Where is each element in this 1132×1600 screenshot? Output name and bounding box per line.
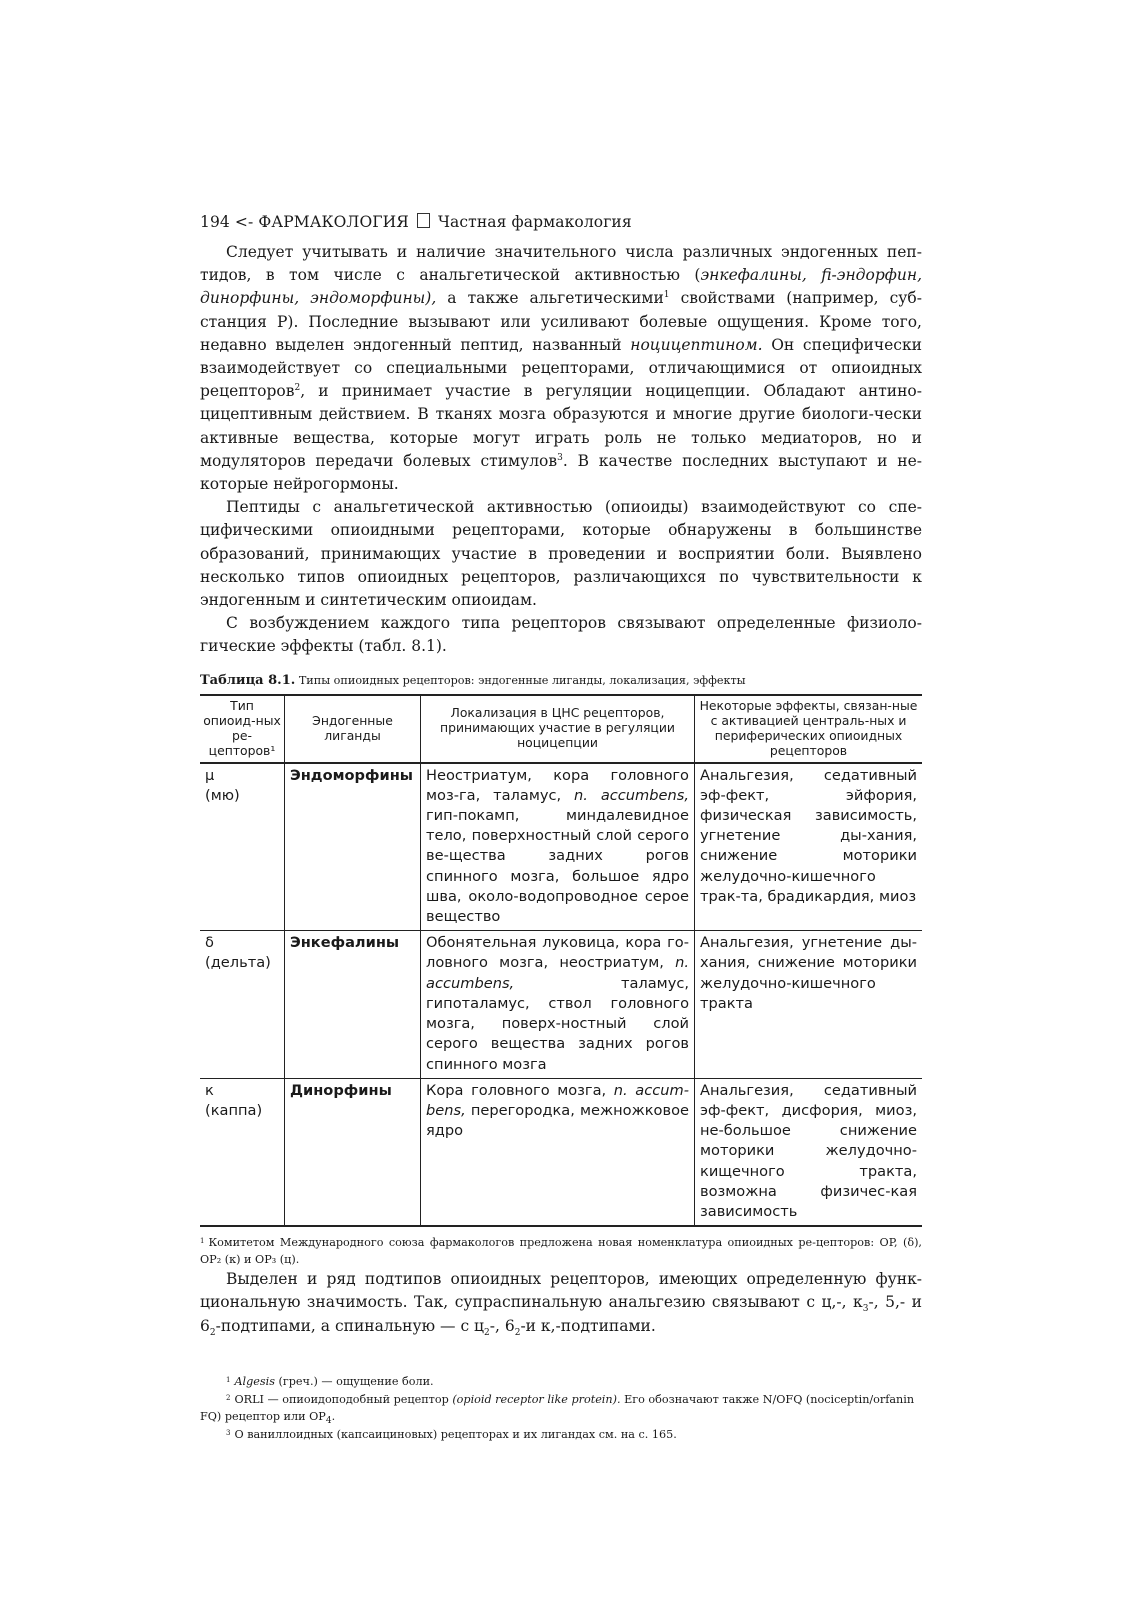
paragraph-4 — [200, 1268, 922, 1338]
text: (греч.) — ощущение боли. — [274, 1374, 434, 1388]
paragraph-2: Пептиды с анальгетической активностью (опиоиды) взаимодействуют со спе-цифическими опиоидными рецепторами, которые обнаружены в большинстве образований, принимающих участие в проведении и восприятии боли. Выявлено несколько типов опиоидных рецепторов, различающихся по чувствительности к эндогенным и синтетическим опиоидам. — [200, 498, 922, 610]
header-effects: Некоторые эффекты, связан-ные с активацией централь-ных и периферических опиоидных рецепторов — [695, 695, 923, 763]
type-symbol: μ — [205, 766, 215, 784]
book-title: ФАРМАКОЛОГИЯ — [258, 213, 409, 231]
table-row — [200, 931, 922, 1078]
table-note — [200, 1233, 922, 1268]
text: Следует учитывать и наличие значительного числа различных эндогенных пеп-тидов, в том числе с анальгетической активностью ( — [200, 243, 922, 285]
header-ligands: Эндогенные лиганды — [285, 695, 421, 763]
ligand: Энкефалины — [285, 931, 421, 1078]
italic-text: энкефалины, fi-эндорфин, динорфины, эндоморфины), — [200, 266, 923, 308]
note-mark: 1 — [200, 1237, 205, 1246]
header-localization: Локализация в ЦНС рецепторов, принимающих участие в регуляции ноцицепции — [421, 695, 695, 763]
italic-text: n. accum-bens, — [426, 1081, 689, 1119]
text: свойствами (например, суб-станция Р). Последние вызывают или усиливают болевые ощущения. Кроме того, недавно выделен эндогенный пептид, названный — [200, 289, 922, 354]
text: а также альгетическими — [436, 289, 664, 308]
text: таламус, гипоталамус, ствол головного мозга, поверх-ностный слой серого вещества задних рогов спинного мозга — [426, 974, 689, 1073]
section-title: Частная фармакология — [437, 213, 632, 231]
receptor-type — [200, 1078, 285, 1226]
header-arrow: <- — [234, 213, 254, 231]
text: -, 5,- и 6 — [200, 1293, 922, 1335]
note-text: Комитетом Международного союза фармакологов предложена новая номенклатура опиоидных ре-цепторов: OP, (δ), OP₂ (к) и OP₃ (ц). — [200, 1236, 922, 1267]
text: -, 6 — [489, 1316, 515, 1335]
text: Неостриатум, кора головного моз-га, таламус, — [426, 766, 689, 804]
running-header — [200, 213, 922, 231]
italic-text: (opioid receptor like protein). — [452, 1392, 621, 1406]
subscript: 2 — [209, 1327, 216, 1338]
text: О ваниллоидных (капсаициновых) рецепторах и их лигандах см. на с. 165. — [234, 1427, 677, 1441]
type-name: (мю) — [205, 786, 240, 804]
page — [200, 213, 922, 1443]
square-icon — [417, 213, 430, 228]
italic-text: ноцицептином. — [630, 335, 763, 354]
text: -и к,-подтипами. — [520, 1316, 656, 1335]
footnotes — [200, 1372, 922, 1443]
subscript: 2 — [514, 1327, 521, 1338]
text: , и принимает участие в регуляции ноцицепции. Обладают антино-цицептивным действием. В тканях мозга образуются и многие другие биологи-чески активные вещества, которые могут играть роль не только медиаторов, но и модуляторов передачи болевых стимулов — [200, 382, 922, 470]
effects: Анальгезия, угнетение ды-хания, снижение моторики желудочно-кишечного тракта — [695, 931, 923, 1078]
receptor-table — [200, 694, 922, 1227]
text: Обонятельная луковица, кора го-ловного мозга, неостриатум, — [426, 934, 689, 972]
footnote-1 — [200, 1372, 922, 1390]
type-symbol: δ — [205, 934, 214, 952]
table-header-row — [200, 695, 922, 763]
effects: Анальгезия, седативный эф-фект, дисфория, миоз, не-большое снижение моторики желудочно-кищечного тракта, возможна физичес-кая зависимость — [695, 1078, 923, 1226]
footnote-ref: 2 — [294, 383, 301, 394]
ligand: Эндоморфины — [285, 763, 421, 931]
text: Его обозначают также N/OFQ (nociceptin/orfanin FQ) рецептор или OP — [200, 1392, 915, 1423]
table-row — [200, 763, 922, 931]
header-type: Тип опиоид-ных ре-цепторов¹ — [200, 695, 285, 763]
text: -подтипами, а спинальную — с ц — [215, 1316, 485, 1335]
type-name: (каппа) — [205, 1101, 263, 1119]
subscript: 2 — [484, 1327, 490, 1338]
italic-text: n. accumbens, — [426, 954, 689, 992]
receptor-type — [200, 763, 285, 931]
italic-text: n. accumbens, — [574, 786, 690, 804]
text: Кора головного мозга, — [426, 1081, 614, 1099]
receptor-type — [200, 931, 285, 1078]
italic-text: Algesis — [234, 1374, 275, 1388]
text: перегородка, межножковое ядро — [426, 1101, 689, 1140]
text: Он специфически взаимодействует со специальными рецепторами, отличающимися от опиоидных рецепторов — [200, 335, 922, 401]
caption-label: Таблица 8.1. — [200, 672, 296, 688]
page-number: 194 — [200, 213, 230, 231]
footnote-2 — [200, 1390, 922, 1425]
localization — [421, 763, 695, 931]
type-symbol: к — [205, 1081, 214, 1099]
footnote-ref: 3 — [557, 452, 563, 463]
text: . В качестве последних выступают и не-которые нейрогормоны. — [200, 451, 922, 494]
ligand: Динорфины — [285, 1078, 421, 1226]
caption-text: Типы опиоидных рецепторов: эндогенные лиганды, локализация, эффекты — [295, 673, 746, 687]
effects: Анальгезия, седативный эф-фект, эйфория, физическая зависимость, угнетение ды-хания, снижение моторики желудочно-кишечного трак-та, брадикардия, миоз — [695, 763, 923, 931]
paragraph-1 — [200, 241, 922, 496]
subscript: 4 — [325, 1415, 332, 1426]
subscript: 3 — [862, 1304, 869, 1315]
table-caption — [200, 673, 922, 688]
footnote-3 — [200, 1425, 922, 1443]
footnote-mark: 3 — [226, 1428, 231, 1437]
footnote-mark: 2 — [226, 1393, 231, 1402]
type-name: (дельта) — [205, 954, 271, 972]
text: гип-покамп, миндалевидное тело, поверхностный слой серого ве-щества задних рогов спинного мозга, большое ядро шва, около-водопроводное серое вещество — [426, 807, 689, 926]
footnote-ref: 1 — [663, 290, 670, 301]
paragraph-3: С возбуждением каждого типа рецепторов связывают определенные физиоло-гические эффекты (табл. 8.1). — [200, 614, 922, 656]
text: ORLI — опиоидоподобный рецептор — [234, 1392, 453, 1406]
localization — [421, 931, 695, 1078]
text: . — [331, 1409, 336, 1423]
table-row — [200, 1078, 922, 1226]
text: Выделен и ряд подтипов опиоидных рецепторов, имеющих определенную функ-циональную значимость. Так, супраспинальную анальгезию связывают с ц,-, к — [200, 1270, 922, 1312]
localization — [421, 1078, 695, 1226]
footnote-mark: 1 — [226, 1375, 231, 1384]
